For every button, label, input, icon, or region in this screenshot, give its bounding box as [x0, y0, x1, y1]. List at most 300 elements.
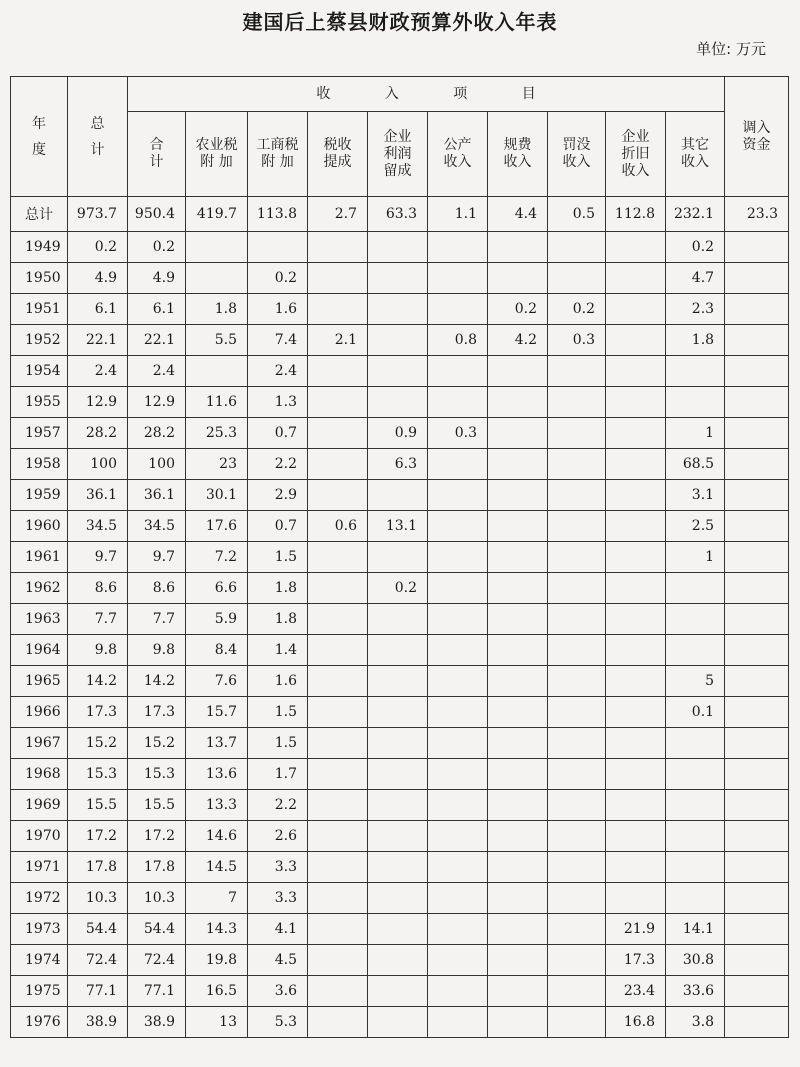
- value-cell: [606, 356, 666, 387]
- value-cell: [308, 821, 368, 852]
- value-cell: 1: [666, 542, 725, 573]
- value-cell: 2.5: [666, 511, 725, 542]
- value-cell: [606, 325, 666, 356]
- value-cell: 3.8: [666, 1007, 725, 1038]
- value-cell: 9.7: [128, 542, 186, 573]
- value-cell: [606, 542, 666, 573]
- value-cell: [186, 263, 248, 294]
- value-cell: [606, 387, 666, 418]
- value-cell: 54.4: [68, 914, 128, 945]
- value-cell: [725, 604, 789, 635]
- value-cell: [308, 480, 368, 511]
- value-cell: [666, 387, 725, 418]
- value-cell: 7.2: [186, 542, 248, 573]
- value-cell: [368, 790, 428, 821]
- value-cell: 100: [128, 449, 186, 480]
- year-cell: 1976: [11, 1007, 68, 1038]
- value-cell: [428, 666, 488, 697]
- header-transfer: 调入 资金: [725, 77, 789, 197]
- value-cell: [548, 573, 606, 604]
- year-cell: 1966: [11, 697, 68, 728]
- year-cell: 1964: [11, 635, 68, 666]
- value-cell: [368, 604, 428, 635]
- value-cell: [308, 542, 368, 573]
- value-cell: [308, 697, 368, 728]
- value-cell: [606, 666, 666, 697]
- value-cell: [666, 356, 725, 387]
- value-cell: [606, 852, 666, 883]
- value-cell: 7.7: [128, 604, 186, 635]
- value-cell: 2.4: [128, 356, 186, 387]
- table-row: [11, 883, 789, 914]
- value-cell: [368, 387, 428, 418]
- value-cell: 0.5: [548, 197, 606, 232]
- value-cell: 16.5: [186, 976, 248, 1007]
- value-cell: [725, 976, 789, 1007]
- value-cell: 0.2: [666, 232, 725, 263]
- value-cell: 4.2: [488, 325, 548, 356]
- value-cell: 25.3: [186, 418, 248, 449]
- value-cell: [606, 728, 666, 759]
- value-cell: [308, 759, 368, 790]
- value-cell: [308, 976, 368, 1007]
- value-cell: 1.5: [248, 697, 308, 728]
- value-cell: [368, 976, 428, 1007]
- value-cell: 4.4: [488, 197, 548, 232]
- value-cell: [428, 759, 488, 790]
- header-column: 公产 收入: [428, 112, 488, 197]
- year-cell: 1963: [11, 604, 68, 635]
- value-cell: 0.6: [308, 511, 368, 542]
- value-cell: [666, 821, 725, 852]
- value-cell: [725, 1007, 789, 1038]
- value-cell: [725, 511, 789, 542]
- year-cell: 1965: [11, 666, 68, 697]
- value-cell: 13.7: [186, 728, 248, 759]
- value-cell: [725, 263, 789, 294]
- value-cell: [548, 697, 606, 728]
- year-cell: 1975: [11, 976, 68, 1007]
- year-cell: 1951: [11, 294, 68, 325]
- value-cell: 15.3: [128, 759, 186, 790]
- value-cell: 950.4: [128, 197, 186, 232]
- value-cell: 10.3: [128, 883, 186, 914]
- value-cell: [606, 883, 666, 914]
- value-cell: [428, 821, 488, 852]
- value-cell: 4.7: [666, 263, 725, 294]
- value-cell: 2.1: [308, 325, 368, 356]
- year-cell: 1972: [11, 883, 68, 914]
- header-column: 其它 收入: [666, 112, 725, 197]
- value-cell: 7.7: [68, 604, 128, 635]
- value-cell: [725, 697, 789, 728]
- value-cell: 17.2: [128, 821, 186, 852]
- value-cell: [488, 728, 548, 759]
- value-cell: 17.6: [186, 511, 248, 542]
- value-cell: [606, 418, 666, 449]
- value-cell: 28.2: [68, 418, 128, 449]
- value-cell: 2.7: [308, 197, 368, 232]
- value-cell: [725, 294, 789, 325]
- year-cell: 总计: [11, 197, 68, 232]
- value-cell: [488, 914, 548, 945]
- value-cell: 30.8: [666, 945, 725, 976]
- value-cell: [725, 232, 789, 263]
- value-cell: 13.1: [368, 511, 428, 542]
- value-cell: [548, 480, 606, 511]
- value-cell: [308, 449, 368, 480]
- value-cell: 0.2: [548, 294, 606, 325]
- unit-label: 单位: 万元: [696, 40, 766, 58]
- header-year: 年度: [11, 77, 68, 197]
- value-cell: [428, 232, 488, 263]
- value-cell: 232.1: [666, 197, 725, 232]
- value-cell: 973.7: [68, 197, 128, 232]
- table-row: [11, 232, 789, 263]
- header-column: 企业 利润 留成: [368, 112, 428, 197]
- table-row: [11, 263, 789, 294]
- value-cell: [428, 542, 488, 573]
- value-cell: [368, 232, 428, 263]
- value-cell: 1.8: [248, 604, 308, 635]
- year-cell: 1971: [11, 852, 68, 883]
- value-cell: [488, 759, 548, 790]
- value-cell: 34.5: [68, 511, 128, 542]
- table-row: [11, 759, 789, 790]
- value-cell: 0.2: [68, 232, 128, 263]
- header-column: 规费 收入: [488, 112, 548, 197]
- value-cell: 6.1: [68, 294, 128, 325]
- header-column: 合 计: [128, 112, 186, 197]
- table-row: [11, 573, 789, 604]
- value-cell: [548, 790, 606, 821]
- value-cell: 14.2: [68, 666, 128, 697]
- value-cell: [308, 728, 368, 759]
- table-body: [11, 197, 789, 1038]
- income-table: [10, 76, 789, 1038]
- value-cell: 14.2: [128, 666, 186, 697]
- value-cell: [606, 759, 666, 790]
- value-cell: [725, 728, 789, 759]
- value-cell: 13.6: [186, 759, 248, 790]
- value-cell: 7.4: [248, 325, 308, 356]
- value-cell: [308, 914, 368, 945]
- value-cell: [308, 1007, 368, 1038]
- value-cell: [548, 976, 606, 1007]
- table-row: [11, 852, 789, 883]
- value-cell: [308, 945, 368, 976]
- header-column: 企业 折旧 收入: [606, 112, 666, 197]
- value-cell: [548, 728, 606, 759]
- value-cell: 3.3: [248, 852, 308, 883]
- value-cell: 1.8: [248, 573, 308, 604]
- value-cell: [548, 1007, 606, 1038]
- value-cell: 19.8: [186, 945, 248, 976]
- table-row: [11, 418, 789, 449]
- year-cell: 1961: [11, 542, 68, 573]
- value-cell: 14.6: [186, 821, 248, 852]
- value-cell: [308, 604, 368, 635]
- page-title: 建国后上蔡县财政预算外收入年表: [242, 10, 558, 34]
- value-cell: [725, 387, 789, 418]
- value-cell: [428, 387, 488, 418]
- value-cell: 2.9: [248, 480, 308, 511]
- value-cell: 4.9: [128, 263, 186, 294]
- value-cell: [428, 697, 488, 728]
- value-cell: 28.2: [128, 418, 186, 449]
- value-cell: 2.4: [68, 356, 128, 387]
- value-cell: 8.6: [68, 573, 128, 604]
- value-cell: [606, 697, 666, 728]
- value-cell: [368, 852, 428, 883]
- table-row: [11, 635, 789, 666]
- table-row: [11, 914, 789, 945]
- value-cell: [666, 790, 725, 821]
- value-cell: [548, 945, 606, 976]
- value-cell: [725, 790, 789, 821]
- value-cell: [428, 635, 488, 666]
- value-cell: [606, 635, 666, 666]
- value-cell: [368, 294, 428, 325]
- value-cell: [428, 728, 488, 759]
- value-cell: [428, 945, 488, 976]
- value-cell: 17.3: [128, 697, 186, 728]
- header-column: 工商税 附 加: [248, 112, 308, 197]
- value-cell: 15.5: [68, 790, 128, 821]
- year-cell: 1970: [11, 821, 68, 852]
- value-cell: 8.4: [186, 635, 248, 666]
- value-cell: 15.7: [186, 697, 248, 728]
- value-cell: 0.9: [368, 418, 428, 449]
- value-cell: [428, 480, 488, 511]
- table-row: [11, 511, 789, 542]
- value-cell: [666, 635, 725, 666]
- value-cell: [428, 914, 488, 945]
- value-cell: 12.9: [128, 387, 186, 418]
- value-cell: [488, 883, 548, 914]
- value-cell: [725, 480, 789, 511]
- value-cell: [725, 945, 789, 976]
- value-cell: [428, 1007, 488, 1038]
- value-cell: 4.9: [68, 263, 128, 294]
- value-cell: [725, 666, 789, 697]
- value-cell: 2.4: [248, 356, 308, 387]
- value-cell: [428, 573, 488, 604]
- header-column: 税收 提成: [308, 112, 368, 197]
- value-cell: 16.8: [606, 1007, 666, 1038]
- year-cell: 1968: [11, 759, 68, 790]
- value-cell: [725, 418, 789, 449]
- value-cell: 33.6: [666, 976, 725, 1007]
- value-cell: 1.3: [248, 387, 308, 418]
- value-cell: 23: [186, 449, 248, 480]
- value-cell: [548, 263, 606, 294]
- value-cell: [725, 542, 789, 573]
- value-cell: 4.5: [248, 945, 308, 976]
- value-cell: [606, 232, 666, 263]
- value-cell: 15.5: [128, 790, 186, 821]
- value-cell: [368, 480, 428, 511]
- value-cell: [428, 511, 488, 542]
- value-cell: 5: [666, 666, 725, 697]
- value-cell: 2.3: [666, 294, 725, 325]
- value-cell: 5.9: [186, 604, 248, 635]
- year-cell: 1952: [11, 325, 68, 356]
- value-cell: 1: [666, 418, 725, 449]
- value-cell: [308, 573, 368, 604]
- table-row: [11, 387, 789, 418]
- value-cell: [308, 418, 368, 449]
- value-cell: [606, 294, 666, 325]
- table-row: [11, 197, 789, 232]
- value-cell: 113.8: [248, 197, 308, 232]
- value-cell: 2.6: [248, 821, 308, 852]
- table-row: [11, 294, 789, 325]
- value-cell: [368, 263, 428, 294]
- table-row: [11, 976, 789, 1007]
- value-cell: [368, 1007, 428, 1038]
- value-cell: 15.3: [68, 759, 128, 790]
- year-cell: 1950: [11, 263, 68, 294]
- value-cell: [666, 728, 725, 759]
- value-cell: 54.4: [128, 914, 186, 945]
- value-cell: [368, 356, 428, 387]
- value-cell: [548, 666, 606, 697]
- value-cell: 0.7: [248, 511, 308, 542]
- value-cell: 15.2: [128, 728, 186, 759]
- year-cell: 1955: [11, 387, 68, 418]
- value-cell: [488, 573, 548, 604]
- value-cell: 14.1: [666, 914, 725, 945]
- value-cell: [725, 759, 789, 790]
- value-cell: [725, 883, 789, 914]
- value-cell: [488, 356, 548, 387]
- table-row: [11, 542, 789, 573]
- value-cell: 22.1: [128, 325, 186, 356]
- value-cell: [308, 263, 368, 294]
- value-cell: [725, 852, 789, 883]
- value-cell: [368, 542, 428, 573]
- value-cell: [488, 263, 548, 294]
- table-row: [11, 666, 789, 697]
- value-cell: 8.6: [128, 573, 186, 604]
- value-cell: [488, 790, 548, 821]
- value-cell: 23.4: [606, 976, 666, 1007]
- value-cell: [548, 635, 606, 666]
- value-cell: 0.2: [128, 232, 186, 263]
- value-cell: 2.2: [248, 449, 308, 480]
- value-cell: [666, 852, 725, 883]
- value-cell: [548, 542, 606, 573]
- value-cell: 15.2: [68, 728, 128, 759]
- value-cell: [548, 821, 606, 852]
- value-cell: 17.3: [68, 697, 128, 728]
- value-cell: [488, 821, 548, 852]
- value-cell: [725, 821, 789, 852]
- table-row: [11, 697, 789, 728]
- value-cell: [368, 697, 428, 728]
- table-row: [11, 449, 789, 480]
- value-cell: [428, 263, 488, 294]
- value-cell: 12.9: [68, 387, 128, 418]
- value-cell: [488, 635, 548, 666]
- header-column: 罚没 收入: [548, 112, 606, 197]
- year-cell: 1969: [11, 790, 68, 821]
- year-cell: 1954: [11, 356, 68, 387]
- value-cell: 38.9: [128, 1007, 186, 1038]
- value-cell: [606, 604, 666, 635]
- value-cell: [548, 449, 606, 480]
- value-cell: 36.1: [128, 480, 186, 511]
- value-cell: 9.8: [68, 635, 128, 666]
- table-row: [11, 790, 789, 821]
- value-cell: 1.6: [248, 666, 308, 697]
- value-cell: [725, 325, 789, 356]
- value-cell: 0.2: [488, 294, 548, 325]
- header-income-items: 收 入 项 目: [128, 77, 725, 112]
- value-cell: 13: [186, 1007, 248, 1038]
- value-cell: [548, 418, 606, 449]
- value-cell: [368, 914, 428, 945]
- value-cell: [308, 635, 368, 666]
- value-cell: 1.8: [186, 294, 248, 325]
- value-cell: 7: [186, 883, 248, 914]
- value-cell: [488, 976, 548, 1007]
- value-cell: [308, 387, 368, 418]
- value-cell: [488, 945, 548, 976]
- value-cell: [488, 852, 548, 883]
- value-cell: 22.1: [68, 325, 128, 356]
- year-cell: 1962: [11, 573, 68, 604]
- value-cell: 1.4: [248, 635, 308, 666]
- value-cell: [725, 573, 789, 604]
- value-cell: 38.9: [68, 1007, 128, 1038]
- value-cell: 72.4: [68, 945, 128, 976]
- value-cell: [186, 356, 248, 387]
- value-cell: 0.2: [368, 573, 428, 604]
- value-cell: 0.1: [666, 697, 725, 728]
- value-cell: [488, 666, 548, 697]
- value-cell: 34.5: [128, 511, 186, 542]
- value-cell: 6.1: [128, 294, 186, 325]
- value-cell: 1.6: [248, 294, 308, 325]
- value-cell: 17.2: [68, 821, 128, 852]
- value-cell: 10.3: [68, 883, 128, 914]
- value-cell: [368, 325, 428, 356]
- value-cell: [428, 356, 488, 387]
- value-cell: 5.5: [186, 325, 248, 356]
- year-cell: 1960: [11, 511, 68, 542]
- value-cell: [548, 604, 606, 635]
- value-cell: [488, 449, 548, 480]
- value-cell: [308, 852, 368, 883]
- value-cell: [368, 635, 428, 666]
- value-cell: [308, 232, 368, 263]
- header-total: 总计: [68, 77, 128, 197]
- value-cell: [368, 759, 428, 790]
- table-row: [11, 821, 789, 852]
- value-cell: [666, 604, 725, 635]
- value-cell: [725, 914, 789, 945]
- value-cell: [368, 821, 428, 852]
- value-cell: [548, 232, 606, 263]
- value-cell: 5.3: [248, 1007, 308, 1038]
- year-cell: 1957: [11, 418, 68, 449]
- value-cell: 17.8: [68, 852, 128, 883]
- value-cell: [488, 697, 548, 728]
- table-row: [11, 356, 789, 387]
- year-cell: 1958: [11, 449, 68, 480]
